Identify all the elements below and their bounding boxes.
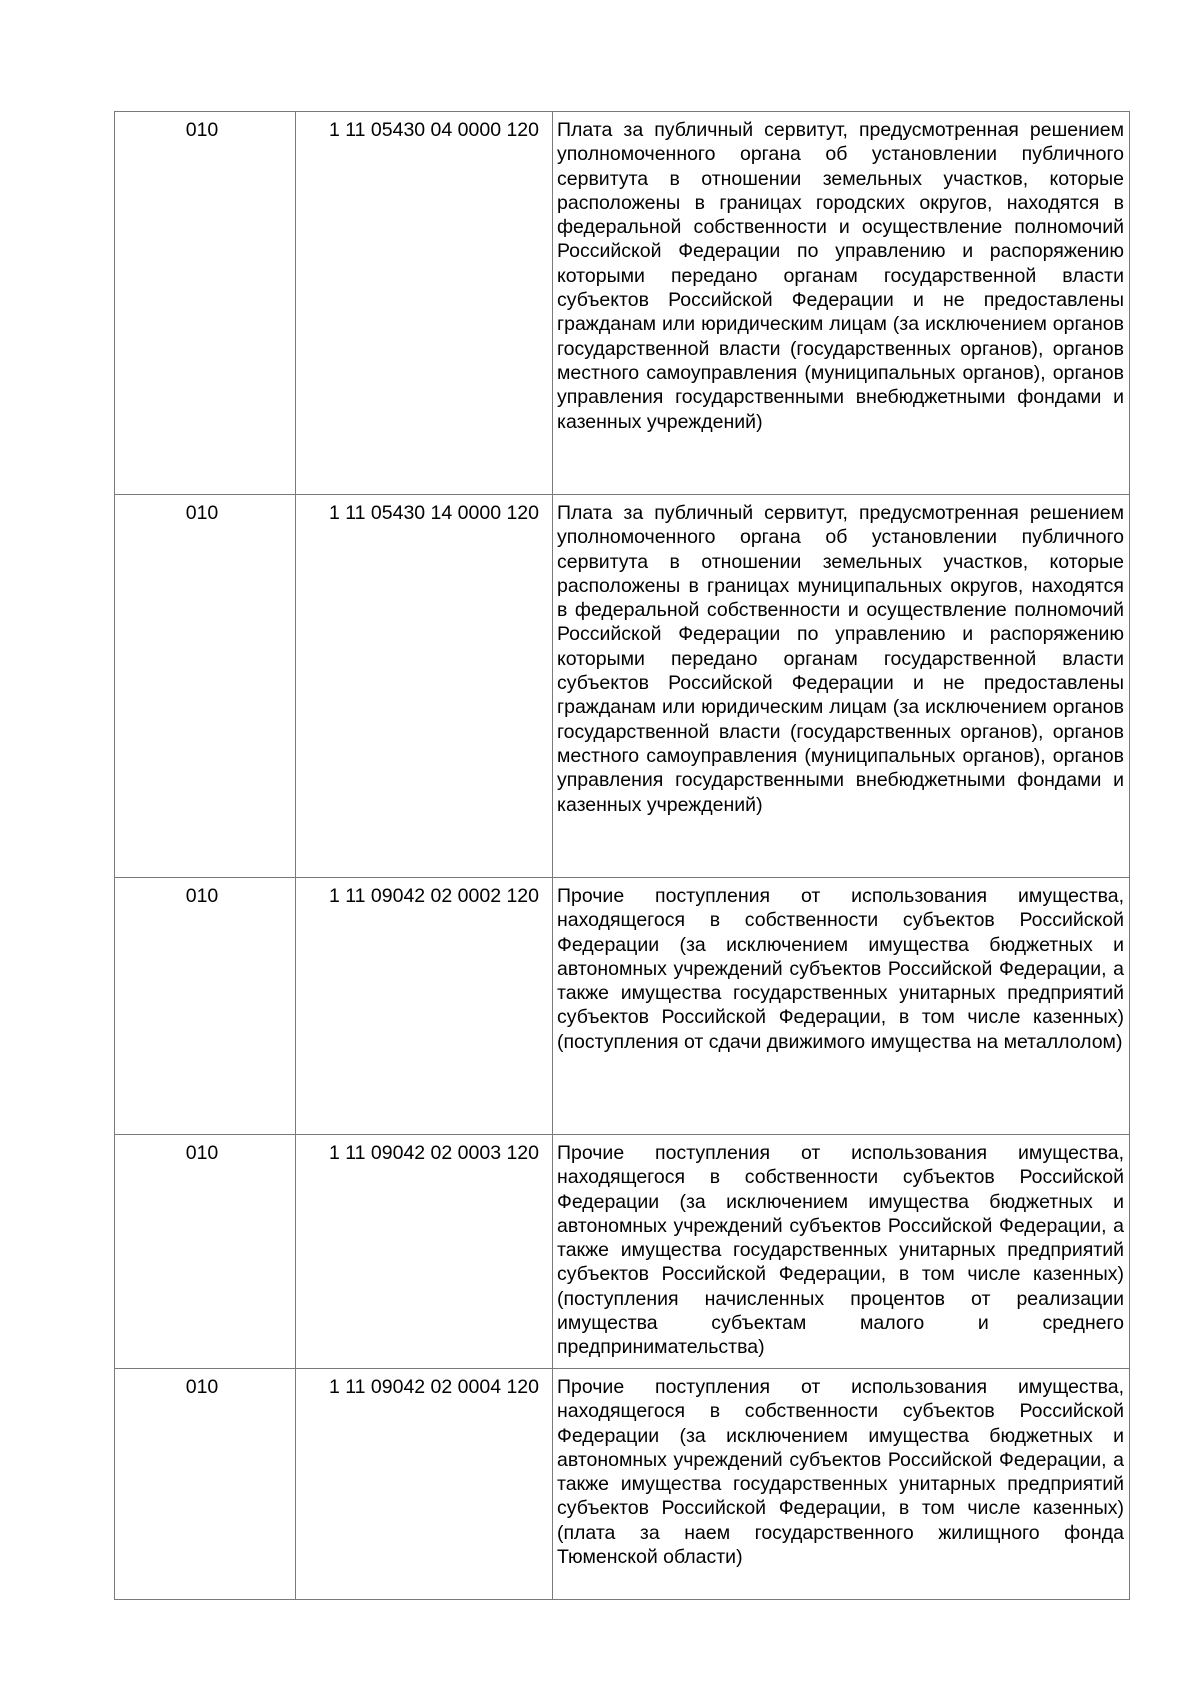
description-cell: Прочие поступления от использования имущества, находящегося в собственности субъектов Российской Федерации (за исключением имущества бюджетных и автономных учреждений субъектов Российской Федерации, а также имущества государственных унитарных предприятий субъектов Российской Федерации, в том числе казенных) (поступления от сдачи движимого имущества на металлолом) xyxy=(553,878,1130,1135)
admin-code: 010 xyxy=(185,502,219,524)
admin-code: 010 xyxy=(185,1142,219,1164)
kbk-cell: 1 11 05430 04 0000 120 xyxy=(296,112,553,495)
admin-code: 010 xyxy=(185,885,219,907)
kbk-cell: 1 11 09042 02 0004 120 xyxy=(296,1369,553,1600)
admin-code: 010 xyxy=(185,119,219,141)
admin-code-cell xyxy=(115,1369,296,1600)
table-row xyxy=(115,1135,1130,1369)
admin-code-cell xyxy=(115,1135,296,1369)
kbk-cell: 1 11 05430 14 0000 120 xyxy=(296,495,553,878)
admin-code-cell xyxy=(115,878,296,1135)
admin-code-cell xyxy=(115,112,296,495)
table-row xyxy=(115,112,1130,495)
revenue-codes-table xyxy=(114,111,1130,1600)
table-row xyxy=(115,1369,1130,1600)
kbk-cell: 1 11 09042 02 0002 120 xyxy=(296,878,553,1135)
description-cell: Плата за публичный сервитут, предусмотренная решением уполномоченного органа об установлении публичного сервитута в отношении земельных участков, которые расположены в границах муниципальных округов, находятся в федеральной собственности и осуществление полномочий Российской Федерации по управлению и распоряжению которыми передано органам государственной власти субъектов Российской Федерации и не предоставлены гражданам или юридическим лицам (за исключением органов государственной власти (государственных органов), органов местного самоуправления (муниципальных органов), органов управления государственными внебюджетными фондами и казенных учреждений) xyxy=(553,495,1130,878)
description-cell: Прочие поступления от использования имущества, находящегося в собственности субъектов Российской Федерации (за исключением имущества бюджетных и автономных учреждений субъектов Российской Федерации, а также имущества государственных унитарных предприятий субъектов Российской Федерации, в том числе казенных) (поступления начисленных процентов от реализации имущества субъектам малого и среднего предпринимательства) xyxy=(553,1135,1130,1369)
table-row xyxy=(115,878,1130,1135)
description-cell: Прочие поступления от использования имущества, находящегося в собственности субъектов Российской Федерации (за исключением имущества бюджетных и автономных учреждений субъектов Российской Федерации, а также имущества государственных унитарных предприятий субъектов Российской Федерации, в том числе казенных) (плата за наем государственного жилищного фонда Тюменской области) xyxy=(553,1369,1130,1600)
kbk-cell: 1 11 09042 02 0003 120 xyxy=(296,1135,553,1369)
admin-code-cell xyxy=(115,495,296,878)
table-row xyxy=(115,495,1130,878)
description-cell: Плата за публичный сервитут, предусмотренная решением уполномоченного органа об установлении публичного сервитута в отношении земельных участков, которые расположены в границах городских округов, находятся в федеральной собственности и осуществление полномочий Российской Федерации по управлению и распоряжению которыми передано органам государственной власти субъектов Российской Федерации и не предоставлены гражданам или юридическим лицам (за исключением органов государственной власти (государственных органов), органов местного самоуправления (муниципальных органов), органов управления государственными внебюджетными фондами и казенных учреждений) xyxy=(553,112,1130,495)
admin-code: 010 xyxy=(185,1376,219,1398)
